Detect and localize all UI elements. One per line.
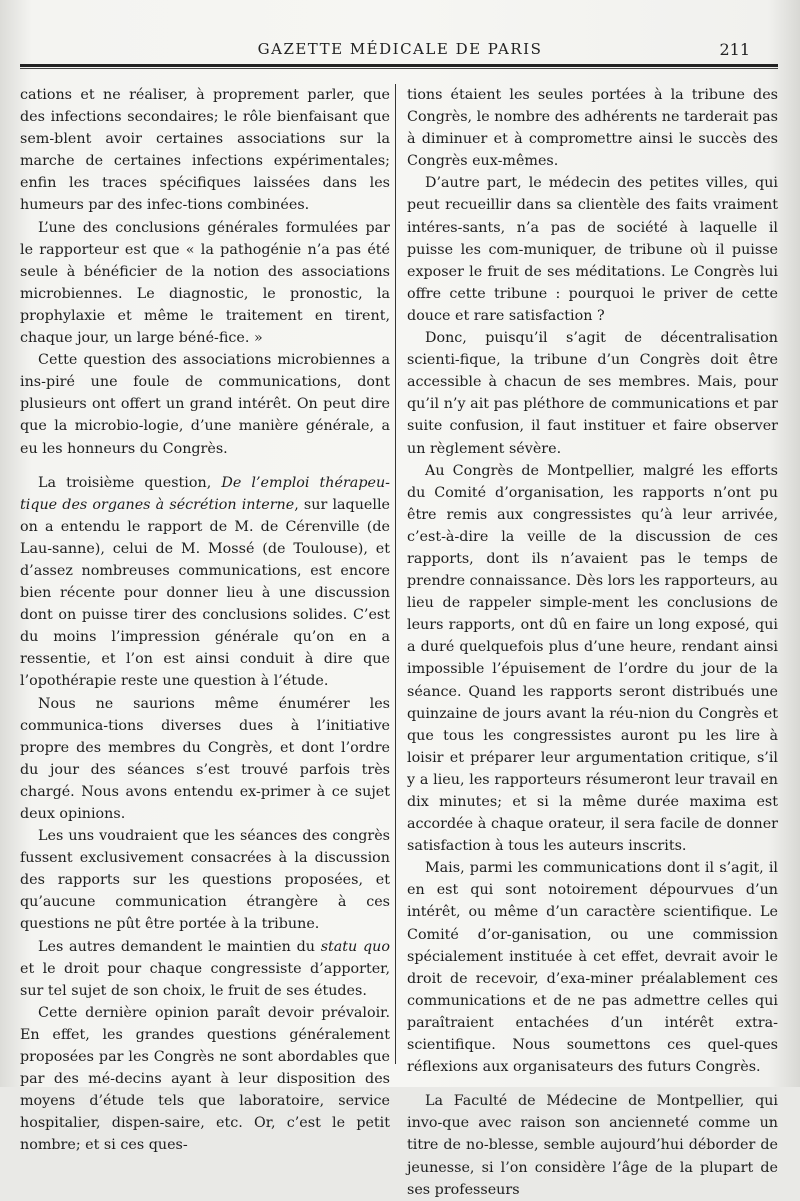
- page-header: [20, 36, 780, 64]
- running-title: GAZETTE MÉDICALE DE PARIS: [257, 40, 543, 58]
- paragraph: Cette dernière opinion paraît devoir prévaloir. En effet, les grandes questions généralement proposées par les Congrès ne sont abordables que par des mé-decins ayant à leur disposition des moyens d’étude tels que laboratoire, service hospitalier, dispen-saire, etc. Or, c’est le petit nombre; et si ces ques-: [20, 1004, 390, 1154]
- paragraph: La Faculté de Médecine de Montpellier, qui invo-que avec raison son ancienneté comme un titre de no-blesse, semble aujourd’hui déborder de jeunesse, si l’on considère l’âge de la plupart de ses professeurs: [407, 1093, 778, 1198]
- column-divider: [395, 84, 396, 1064]
- paragraph: Donc, puisqu’il s’agit de décentralisation scienti-fique, la tribune d’un Congrès doit être accessible à chacun de ses membres. Mais, pour qu’il n’y ait pas pléthore de communications et par suite confusion, il faut instituer et faire observer un règlement sévère.: [407, 330, 778, 457]
- paragraph: Nous ne saurions même énumérer les communica-tions diverses dues à l’initiative propre des membres du Congrès, et dont l’ordre du jour des séances s’est trouvé parfois très chargé. Nous avons entendu ex-primer à ce sujet deux opinions.: [20, 695, 390, 822]
- paragraph: [20, 472, 390, 693]
- paragraph: Mais, parmi les communications dont il s’agit, il en est qui sont notoirement dépourvues d’un intérêt, ou même d’un caractère scientifique. Le Comité d’or-ganisation, ou une commission spécialement instituée à cet effet, devrait avoir le droit de recevoir, d’exa-miner préalablement ces communications et de ne pas admettre celles qui paraîtraient entachées d’un intérêt extra-scientifique. Nous soumettons ces quel-ques réflexions aux organisateurs des futurs Congrès.: [407, 860, 778, 1076]
- text-run: et le droit pour chaque congressiste d’apporter, sur tel sujet de son choix, le fruit de ses études.: [20, 960, 390, 999]
- italic-title: De l’emploi thérapeu-tique des organes à sécrétion interne: [20, 474, 390, 513]
- paragraph: cations et ne réaliser, à proprement parler, que des infections secondaires; le rôle bienfaisant que sem-blent avoir certaines associations sur la marche de certaines infections expérimentales; enfin les traces spécifiques laissées dans les humeurs par des infec-tions combinées.: [20, 87, 390, 214]
- paragraph: Au Congrès de Montpellier, malgré les efforts du Comité d’organisation, les rapports n’ont pu être remis aux congressistes qu’à leur arrivée, c’est-à-dire la veille de la discussion de ces rapports, dont ils n’avaient pas le temps de prendre connaissance. Dès lors les rapporteurs, au lieu de rappeler simple-ment les conclusions de leurs rapports, ont dû en faire un long exposé, qui a duré quelquefois plus d’une heure, rendant ainsi impossible l’épuisement de l’ordre du jour de la séance. Quand les rapports seront distribués une quinzaine de jours avant la réu-nion du Congrès et que tous les congressistes auront pu les lire à loisir et préparer leur argumentation critique, s’il y a lieu, les rapporteurs résumeront leur travail en dix minutes; et si la même durée maxima est accordée à chaque orateur, il sera facile de donner satisfaction à tous les auteurs inscrits.: [407, 462, 778, 855]
- paragraph: L’une des conclusions générales formulées par le rapporteur est que « la pathogénie n’a pas été seule à bénéficier de la notion des associations microbiennes. Le diagnostic, le pronostic, la prophylaxie et même le traitement en tirent, chaque jour, un large béné-fice. »: [20, 219, 390, 347]
- text-run: , sur laquelle on a entendu le rapport de M. de Cérenville (de Lau-sanne), celui de M. Mossé (de Toulouse), et d’assez nombreuses communications, est encore bien récente pour donner lieu à une discussion dont on puisse tirer des conclusions solides. C’est du moins l’impression générale qu’on en a ressentie, et l’on est ainsi conduit à dire que l’opothérapie reste une question à l’étude.: [20, 496, 390, 690]
- paragraph: [20, 936, 390, 1002]
- page-number: 211: [719, 40, 750, 59]
- text-run: La troisième question,: [38, 474, 222, 491]
- paragraph: Les uns voudraient que les séances des congrès fussent exclusivement consacrées à la discussion des rapports sur les questions proposées, et qu’aucune communication étrangère à ces questions ne pût être portée à la tribune.: [20, 828, 390, 933]
- paragraph: D’autre part, le médecin des petites villes, qui peut recueillir dans sa clientèle des faits vraiment intéres-sants, n’a pas de société à laquelle il puisse les com-muniquer, de tribune où il puisse exposer le fruit de ses méditations. Le Congrès lui offre cette tribune : pourquoi le priver de cette douce et rare satisfaction ?: [407, 175, 778, 324]
- header-rule: [20, 64, 778, 69]
- italic-phrase: statu quo: [320, 938, 390, 955]
- paragraph: tions étaient les seules portées à la tribune des Congrès, le nombre des adhérents ne tarderait pas à diminuer et à compromettre ainsi le succès des Congrès eux-mêmes.: [407, 87, 778, 170]
- text-run: Les autres demandent le maintien du: [38, 938, 321, 955]
- right-column: [407, 84, 778, 1201]
- left-column: [20, 84, 390, 1157]
- paragraph: Cette question des associations microbiennes a ins-piré une foule de communications, dont plusieurs ont offert un grand intérêt. On peut dire que la microbio-logie, d’une manière générale, a eu les honneurs du Congrès.: [20, 352, 390, 457]
